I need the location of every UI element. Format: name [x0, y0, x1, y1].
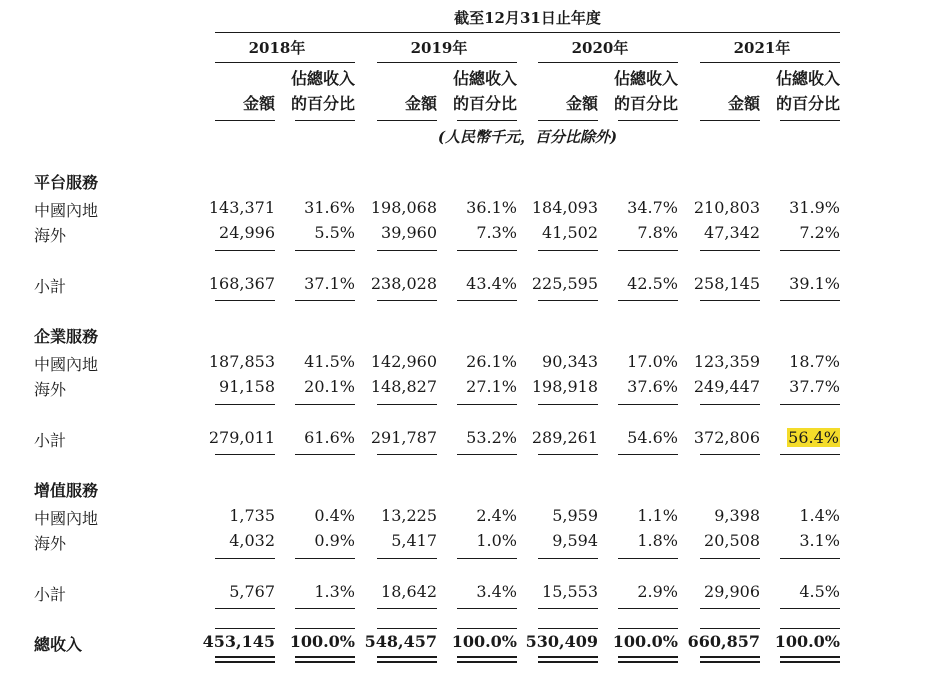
cell-value: 1.8% [637, 531, 678, 550]
subtotal-bottom-rule [700, 300, 760, 301]
row-value-amount [508, 377, 598, 396]
year-rule-2019 [377, 62, 517, 63]
subtotal-bottom-rule [618, 300, 678, 301]
subtotal-label: 小計 [34, 431, 67, 450]
subtotal-value-pct [588, 428, 678, 447]
subtotal-top-rule [618, 250, 678, 251]
cell-value: 36.1% [466, 198, 517, 217]
total-top-rule [215, 628, 275, 629]
subtotal-label: 小計 [34, 277, 67, 296]
subtotal-value-pct [265, 582, 355, 601]
row-value-pct [427, 198, 517, 217]
cell-value: 37.7% [789, 377, 840, 396]
row-value-amount [185, 198, 275, 217]
subtotal-bottom-rule [377, 300, 437, 301]
cell-value: 143,371 [208, 198, 275, 217]
row-value-pct [265, 506, 355, 525]
subtotal-bottom-rule [295, 454, 355, 455]
subtotal-value-amount [508, 582, 598, 601]
year-rule-2020 [538, 62, 678, 63]
cell-value: 53.2% [466, 428, 517, 447]
total-double-rule [538, 661, 598, 663]
subtotal-bottom-rule [538, 608, 598, 609]
cell-value: 7.2% [799, 223, 840, 242]
total-top-rule [618, 628, 678, 629]
subtotal-bottom-rule [377, 454, 437, 455]
row-value-amount [508, 531, 598, 550]
cell-value: 1.4% [799, 506, 840, 525]
subtotal-top-rule [780, 558, 840, 559]
total-double-rule [780, 661, 840, 663]
cell-value: 187,853 [208, 352, 275, 371]
year-2020-heading: 2020年 [571, 39, 629, 57]
cell-value: 26.1% [466, 352, 517, 371]
section-title: 平台服務 [34, 173, 99, 192]
cell-value: 100.0% [774, 632, 840, 651]
amount-col-header: 金額 [404, 94, 437, 113]
subtotal-bottom-rule [457, 300, 517, 301]
row-value-pct [750, 506, 840, 525]
cell-value: 123,359 [693, 352, 760, 371]
cell-value: 225,595 [531, 274, 598, 293]
total-value-pct [750, 632, 840, 651]
header-rule [215, 32, 840, 33]
cell-value: 4.5% [799, 582, 840, 601]
subtotal-value-amount [508, 274, 598, 293]
row-value-amount [508, 352, 598, 371]
row-value-pct [427, 223, 517, 242]
section-title: 企業服務 [34, 327, 99, 346]
subtotal-bottom-rule [538, 454, 598, 455]
pct-col-header-line2: 的百分比 [613, 94, 678, 113]
subtotal-bottom-rule [377, 608, 437, 609]
row-value-pct [427, 352, 517, 371]
cell-value: 34.7% [627, 198, 678, 217]
cell-value: 0.4% [314, 506, 355, 525]
pct-col-header-line1: 佔總收入 [613, 69, 678, 88]
pct-col-header-line2: 的百分比 [290, 94, 355, 113]
cell-value: 238,028 [370, 274, 437, 293]
subtotal-value-amount [185, 582, 275, 601]
year-2019-heading: 2019年 [410, 39, 468, 57]
colhead-rule [457, 120, 517, 121]
subtotal-value-amount [185, 428, 275, 447]
row-value-pct [750, 531, 840, 550]
cell-value: 24,996 [219, 223, 275, 242]
colhead-rule [618, 120, 678, 121]
row-label: 海外 [34, 380, 67, 399]
subtotal-top-rule [538, 558, 598, 559]
cell-value: 7.8% [637, 223, 678, 242]
subtotal-top-rule [295, 404, 355, 405]
cell-value: 7.3% [476, 223, 517, 242]
cell-value: 41.5% [304, 352, 355, 371]
row-value-pct [750, 223, 840, 242]
cell-value: 210,803 [693, 198, 760, 217]
subtotal-value-pct [427, 582, 517, 601]
row-value-pct [588, 223, 678, 242]
subtotal-top-rule [700, 250, 760, 251]
cell-value: 453,145 [202, 632, 275, 651]
cell-value: 54.6% [627, 428, 678, 447]
cell-value: 37.6% [627, 377, 678, 396]
subtotal-top-rule [377, 250, 437, 251]
total-value-pct [588, 632, 678, 651]
total-double-rule [295, 656, 355, 658]
cell-value: 100.0% [289, 632, 355, 651]
pct-col-header-line2: 的百分比 [452, 94, 517, 113]
subtotal-bottom-rule [780, 608, 840, 609]
subtotal-bottom-rule [295, 608, 355, 609]
row-label: 中國內地 [34, 201, 99, 220]
colhead-rule [215, 120, 275, 121]
row-value-amount [185, 531, 275, 550]
row-value-amount [670, 377, 760, 396]
subtotal-bottom-rule [780, 454, 840, 455]
subtotal-top-rule [215, 404, 275, 405]
subtotal-value-amount [347, 428, 437, 447]
cell-value: 279,011 [208, 428, 275, 447]
row-value-pct [265, 198, 355, 217]
row-value-pct [427, 377, 517, 396]
cell-value: 5,417 [391, 531, 437, 550]
total-double-rule [295, 661, 355, 663]
subtotal-top-rule [377, 404, 437, 405]
subtotal-value-pct [265, 274, 355, 293]
row-value-pct [427, 531, 517, 550]
row-value-amount [670, 198, 760, 217]
total-double-rule [377, 656, 437, 658]
total-top-rule [295, 628, 355, 629]
cell-value: 3.4% [476, 582, 517, 601]
subtotal-value-amount [347, 274, 437, 293]
cell-value: 15,553 [542, 582, 598, 601]
subtotal-top-rule [700, 558, 760, 559]
total-top-rule [377, 628, 437, 629]
row-value-pct [265, 531, 355, 550]
cell-value: 91,158 [219, 377, 275, 396]
subtotal-top-rule [538, 250, 598, 251]
total-top-rule [780, 628, 840, 629]
year-rule-2021 [700, 62, 840, 63]
subtotal-bottom-rule [700, 608, 760, 609]
subtotal-value-pct [427, 274, 517, 293]
total-double-rule [618, 661, 678, 663]
total-value-amount [508, 632, 598, 651]
subtotal-value-pct [588, 274, 678, 293]
row-value-pct [427, 506, 517, 525]
subtotal-value-pct [750, 428, 840, 447]
cell-value: 249,447 [693, 377, 760, 396]
total-label: 總收入 [34, 635, 83, 654]
cell-value: 1.1% [637, 506, 678, 525]
subtotal-top-rule [457, 404, 517, 405]
row-value-amount [347, 198, 437, 217]
row-value-pct [750, 377, 840, 396]
subtotal-bottom-rule [618, 608, 678, 609]
cell-value: 3.1% [799, 531, 840, 550]
subtotal-top-rule [295, 250, 355, 251]
subtotal-top-rule [457, 250, 517, 251]
row-value-pct [588, 531, 678, 550]
row-value-pct [588, 506, 678, 525]
subtotal-top-rule [618, 558, 678, 559]
row-value-amount [670, 531, 760, 550]
cell-value: 5,959 [552, 506, 598, 525]
amount-col-header: 金額 [565, 94, 598, 113]
cell-value: 1,735 [229, 506, 275, 525]
cell-value: 20.1% [304, 377, 355, 396]
total-double-rule [457, 656, 517, 658]
cell-value: 148,827 [370, 377, 437, 396]
subtotal-bottom-rule [618, 454, 678, 455]
cell-value: 548,457 [364, 632, 437, 651]
total-double-rule [377, 661, 437, 663]
subtotal-top-rule [377, 558, 437, 559]
cell-value: 18.7% [789, 352, 840, 371]
row-value-pct [588, 198, 678, 217]
row-value-amount [670, 223, 760, 242]
cell-value: 9,594 [552, 531, 598, 550]
cell-value: 29,906 [704, 582, 760, 601]
subtotal-top-rule [457, 558, 517, 559]
subtotal-top-rule [538, 404, 598, 405]
cell-value: 39.1% [789, 274, 840, 293]
subtotal-value-amount [508, 428, 598, 447]
row-value-amount [185, 506, 275, 525]
row-value-amount [185, 352, 275, 371]
row-value-pct [265, 352, 355, 371]
total-top-rule [457, 628, 517, 629]
row-value-amount [508, 198, 598, 217]
cell-value: 289,261 [531, 428, 598, 447]
cell-value: 184,093 [531, 198, 598, 217]
subtotal-bottom-rule [700, 454, 760, 455]
subtotal-value-pct [750, 582, 840, 601]
subtotal-value-pct [588, 582, 678, 601]
subtotal-bottom-rule [457, 454, 517, 455]
cell-value: 2.9% [637, 582, 678, 601]
subtotal-top-rule [780, 404, 840, 405]
subtotal-label: 小計 [34, 585, 67, 604]
colhead-rule [538, 120, 598, 121]
subtotal-top-rule [780, 250, 840, 251]
section-title: 增值服務 [34, 481, 99, 500]
cell-value: 27.1% [466, 377, 517, 396]
total-double-rule [457, 661, 517, 663]
subtotal-bottom-rule [215, 300, 275, 301]
pct-col-header-line1: 佔總收入 [775, 69, 840, 88]
subtotal-value-pct [265, 428, 355, 447]
colhead-rule [377, 120, 437, 121]
row-value-pct [588, 352, 678, 371]
cell-value: 39,960 [381, 223, 437, 242]
cell-value: 20,508 [704, 531, 760, 550]
cell-value: 17.0% [627, 352, 678, 371]
row-value-amount [347, 352, 437, 371]
subtotal-top-rule [215, 250, 275, 251]
cell-value: 90,343 [542, 352, 598, 371]
pct-col-header-line2: 的百分比 [775, 94, 840, 113]
subtotal-bottom-rule [295, 300, 355, 301]
total-double-rule [700, 661, 760, 663]
subtotal-top-rule [295, 558, 355, 559]
cell-value: 43.4% [466, 274, 517, 293]
colhead-rule [700, 120, 760, 121]
total-value-amount [347, 632, 437, 651]
subtotal-bottom-rule [457, 608, 517, 609]
pct-col-header-line1: 佔總收入 [452, 69, 517, 88]
cell-value: 100.0% [451, 632, 517, 651]
cell-value: 31.9% [789, 198, 840, 217]
cell-value: 198,918 [531, 377, 598, 396]
amount-col-header: 金額 [727, 94, 760, 113]
subtotal-value-amount [670, 274, 760, 293]
row-label: 海外 [34, 226, 67, 245]
cell-value: 168,367 [208, 274, 275, 293]
row-value-amount [508, 506, 598, 525]
cell-value: 2.4% [476, 506, 517, 525]
row-value-amount [185, 223, 275, 242]
subtotal-value-amount [670, 582, 760, 601]
subtotal-bottom-rule [780, 300, 840, 301]
row-value-amount [347, 531, 437, 550]
total-value-pct [427, 632, 517, 651]
cell-value: 1.0% [476, 531, 517, 550]
row-value-pct [588, 377, 678, 396]
cell-value: 198,068 [370, 198, 437, 217]
row-value-amount [670, 506, 760, 525]
cell-value: 31.6% [304, 198, 355, 217]
subtotal-value-amount [347, 582, 437, 601]
cell-value: 18,642 [381, 582, 437, 601]
total-top-rule [538, 628, 598, 629]
colhead-rule [780, 120, 840, 121]
row-value-amount [347, 377, 437, 396]
cell-value: 5,767 [229, 582, 275, 601]
cell-value: 291,787 [370, 428, 437, 447]
total-double-rule [215, 661, 275, 663]
cell-value: 61.6% [304, 428, 355, 447]
cell-value: 4,032 [229, 531, 275, 550]
total-value-amount [185, 632, 275, 651]
subtotal-value-amount [670, 428, 760, 447]
row-value-amount [347, 506, 437, 525]
total-top-rule [700, 628, 760, 629]
cell-value: 37.1% [304, 274, 355, 293]
year-2018-heading: 2018年 [248, 39, 306, 57]
total-double-rule [618, 656, 678, 658]
cell-value: 42.5% [627, 274, 678, 293]
unit-note: (人民幣千元，百分比除外) [437, 128, 618, 146]
cell-value: 56.4% [788, 428, 839, 447]
row-value-amount [670, 352, 760, 371]
subtotal-top-rule [700, 404, 760, 405]
subtotal-bottom-rule [215, 454, 275, 455]
row-value-pct [750, 352, 840, 371]
row-value-pct [265, 223, 355, 242]
colhead-rule [295, 120, 355, 121]
row-value-amount [185, 377, 275, 396]
subtotal-top-rule [215, 558, 275, 559]
amount-col-header: 金額 [242, 94, 275, 113]
cell-value: 13,225 [381, 506, 437, 525]
year-2021-heading: 2021年 [733, 39, 791, 57]
cell-value: 142,960 [370, 352, 437, 371]
subtotal-value-amount [185, 274, 275, 293]
cell-value: 0.9% [314, 531, 355, 550]
cell-value: 372,806 [693, 428, 760, 447]
cell-value: 5.5% [314, 223, 355, 242]
total-double-rule [215, 656, 275, 658]
subtotal-bottom-rule [215, 608, 275, 609]
total-double-rule [700, 656, 760, 658]
total-double-rule [538, 656, 598, 658]
cell-value: 660,857 [687, 632, 760, 651]
cell-value: 41,502 [542, 223, 598, 242]
cell-value: 9,398 [714, 506, 760, 525]
row-value-pct [750, 198, 840, 217]
year-rule-2018 [215, 62, 355, 63]
period-title: 截至12月31日止年度 [454, 9, 601, 27]
cell-value: 258,145 [693, 274, 760, 293]
cell-value: 100.0% [612, 632, 678, 651]
row-value-amount [347, 223, 437, 242]
subtotal-value-pct [427, 428, 517, 447]
row-label: 中國內地 [34, 509, 99, 528]
subtotal-value-pct [750, 274, 840, 293]
total-value-amount [670, 632, 760, 651]
subtotal-top-rule [618, 404, 678, 405]
total-double-rule [780, 656, 840, 658]
row-label: 海外 [34, 534, 67, 553]
row-value-pct [265, 377, 355, 396]
pct-col-header-line1: 佔總收入 [290, 69, 355, 88]
cell-value: 47,342 [704, 223, 760, 242]
subtotal-bottom-rule [538, 300, 598, 301]
row-value-amount [508, 223, 598, 242]
row-label: 中國內地 [34, 355, 99, 374]
cell-value: 1.3% [314, 582, 355, 601]
cell-value: 530,409 [525, 632, 598, 651]
total-value-pct [265, 632, 355, 651]
